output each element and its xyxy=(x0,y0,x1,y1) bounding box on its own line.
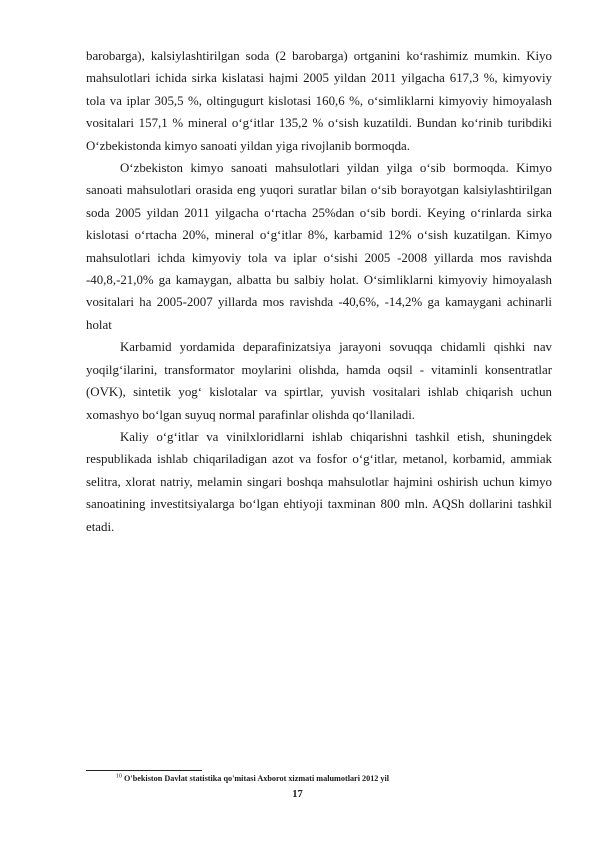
footnote-separator xyxy=(86,770,202,771)
paragraph: Kaliy o‘g‘itlar va vinilxloridlarni ishlab chiqarishni tashkil etish, shuningdek respublikada ishlab chiqariladigan azot va fosfor o‘g‘itlar, metanol, korbamid, ammiak selitra, xlorat natriy, melamin singari boshqa mahsulotlar hajmini oshirish uchun kimyo sanoatining investitsiyalarga bo‘lgan ehtiyoji taxminan 800 mln. AQSh dollarini tashkil etadi. xyxy=(86,429,552,534)
footnote-text: O'bekiston Davlat statistika qo'mitasi Axborot xizmati malumotlari 2012 yil xyxy=(124,774,390,783)
footnote xyxy=(116,773,556,784)
footnote-number: 10 xyxy=(116,773,122,780)
page-number: 17 xyxy=(292,789,303,800)
paragraph-continuation: barobarga), kalsiylashtirilgan soda (2 barobarga) ortganini ko‘rashimiz mumkin. Kiyo mahsulotlari ichida sirka kislatasi hajmi 2005 yildan 2011 yilgacha 617,3 %, kimyoviy tola va iplar 305,5 %, oltingugurt kislotasi 160,6 %, o‘simliklarni kimyoviy himoyalash vositalari 157,1 % mineral o‘g‘itlar 135,2 % o‘sish kuzatildi. Bundan ko‘rinib turibdiki O‘zbekistonda kimyo sanoati yildan yiga rivojlanib bormoqda. xyxy=(86,49,552,153)
body-text xyxy=(86,45,552,538)
paragraph: Karbamid yordamida deparafinizatsiya jarayoni sovuqqa chidamli qishki nav yoqilg‘ilarini, transformator moylarini olishda, hamda oqsil - vitaminli konsentratlar (OVK), sintetik yog‘ kislotalar va spirtlar, yuvish vositalari ishlab chiqarish uchun xomashyo bo‘lgan suyuq normal parafinlar olishda qo‘llaniladi. xyxy=(86,340,552,422)
paragraph: O‘zbekiston kimyo sanoati mahsulotlari yildan yilga o‘sib bormoqda. Kimyo sanoati mahsulotlari orasida eng yuqori suratlar bilan o‘sib borayotgan kalsiylashtirilgan soda 2005 yildan 2011 yilgacha o‘rtacha 25%dan o‘sib bordi. Keying o‘rinlarda sirka kislotasi o‘rtacha 20%, mineral o‘g‘itlar 8%, karbamid 12% o‘sish kuzatilgan. Kimyo mahsulotlari ichda kimyoviy tola va iplar o‘sishi 2005 -2008 yillarda mos ravishda -40,8,-21,0% ga kamaygan, albatta bu salbiy holat. O‘simliklarni kimyoviy himoyalash vositalari ha 2005-2007 yillarda mos ravishda -40,6%, -14,2% ga kamaygani achinarli holat xyxy=(86,161,552,332)
